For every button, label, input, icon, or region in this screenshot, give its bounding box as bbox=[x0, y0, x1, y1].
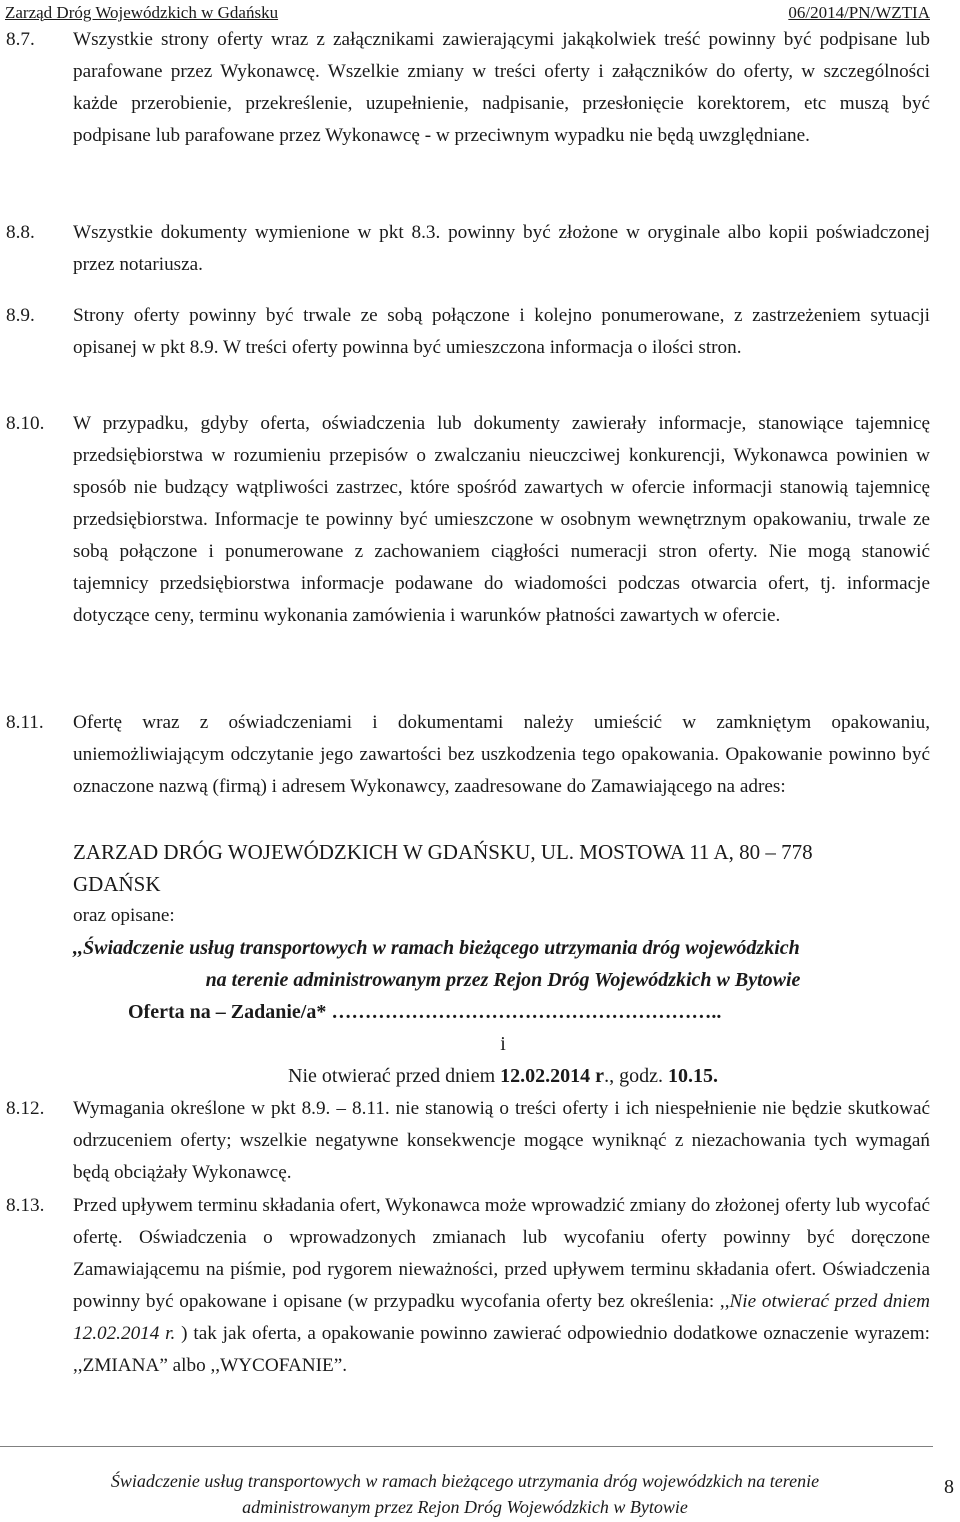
delivery-address bbox=[73, 836, 933, 932]
offer-task-label: Oferta na – Zadanie/a* bbox=[128, 1001, 327, 1023]
section-8-13 bbox=[6, 1190, 930, 1382]
section-text: W przypadku, gdyby oferta, oświadczenia lub dokumenty zawierały informacje, stanowiące tajemnicę przedsiębiorstwa w rozumieniu przepisów o zwalczaniu nieuczciwej konkurencji, Wykonawca powinien w sposób nie budzący wątpliwości zastrzec, które spośród zawartych w ofercie informacji stanowią tajemnicę przedsiębiorstwa. Informacje te powinny być umieszczone w osobnym wewnętrznym opakowaniu, trwale ze sobą połączone i ponumerowane z zachowaniem ciągłości numeracji stron oferty. Nie mogą stanowić tajemnicy przedsiębiorstwa informacje podawane do wiadomości podczas otwarcia ofert, tj. informacje dotyczące ceny, terminu wykonania zamówienia i warunków płatności zawartych w ofercie. bbox=[73, 413, 930, 626]
section-8-7 bbox=[6, 24, 930, 152]
label-title-line: na terenie administrowanym przez Rejon Dróg Wojewódzkich w Bytowie bbox=[205, 969, 801, 991]
address-line: GDAŃSK bbox=[73, 872, 161, 896]
open-prefix: Nie otwierać przed dniem bbox=[288, 1065, 501, 1087]
section-8-9 bbox=[6, 300, 930, 364]
section-text-part: Przed upływem terminu składania ofert, Wykonawca może wprowadzić zmiany do złożonej oferty lub wycofać ofertę. Oświadczenia o wprowadzonych zmianach lub wycofaniu oferty powinny być doręczone Zamawiającemu na piśmie, pod rygorem nieważności, przed upływem terminu składania ofert. Oświadczenia powinny być opakowane i opisane (w przypadku wycofania oferty bez określenia: ,, bbox=[73, 1195, 930, 1312]
footer-divider bbox=[0, 1446, 933, 1447]
section-text: Wymagania określone w pkt 8.9. – 8.11. nie stanowią o treści oferty i ich niespełnienie nie będzie skutkować odrzuceniem oferty; wszelkie negatywne konsekwencje mogące wyniknąć z niezachowania tych wymagań będą obciążały Wykonawcę. bbox=[73, 1098, 930, 1183]
header-reference-number: 06/2014/PN/WZTIA bbox=[788, 3, 930, 22]
section-number: 8.10. bbox=[6, 413, 45, 434]
page-number: 8 bbox=[944, 1476, 954, 1498]
section-number: 8.9. bbox=[6, 305, 35, 326]
section-text: Ofertę wraz z oświadczeniami i dokumentami należy umieścić w zamkniętym opakowaniu, uniemożliwiającym odczytanie jego zawartości bez uszkodzenia tego opakowania. Opakowanie powinno być oznaczone nazwą (firmą) i adresem Wykonawcy, zaadresowane do Zamawiającego na adres: bbox=[73, 712, 930, 797]
address-description-label: oraz opisane: bbox=[73, 905, 175, 926]
section-text: Wszystkie strony oferty wraz z załącznikami zawierającymi jakąkolwiek treść powinny być podpisane lub parafowane przez Wykonawcę. Wszelkie zmiany w treści oferty i załączników do oferty, w szczególności każde przerobienie, przekreślenie, uzupełnienie, nadpisanie, przesłonięcie korektorem, etc muszą być podpisane lub parafowane przez Wykonawcę - w przeciwnym wypadku nie będą uwzględniane. bbox=[73, 29, 930, 146]
header-organization: Zarząd Dróg Wojewódzkich w Gdańsku bbox=[5, 3, 279, 22]
label-conjunction: i bbox=[500, 1033, 506, 1055]
section-number: 8.12. bbox=[6, 1098, 45, 1119]
section-number: 8.13. bbox=[6, 1195, 45, 1216]
footer-line: Świadczenie usług transportowych w ramach bieżącego utrzymania dróg wojewódzkich na terenie bbox=[110, 1471, 820, 1491]
offer-task-dots: ………………………………………………….. bbox=[331, 1001, 722, 1023]
section-number: 8.8. bbox=[6, 222, 35, 243]
section-8-12 bbox=[6, 1093, 930, 1189]
page-header bbox=[0, 0, 960, 26]
open-date: 12.02.2014 r bbox=[500, 1065, 605, 1087]
section-number: 8.7. bbox=[6, 29, 35, 50]
label-open-date-line bbox=[73, 1060, 933, 1092]
envelope-label bbox=[73, 932, 933, 1092]
address-line: ZARZAD DRÓG WOJEWÓDZKICH W GDAŃSKU, UL. MOSTOWA 11 A, 80 – 778 bbox=[73, 840, 813, 864]
section-8-8 bbox=[6, 217, 930, 281]
section-text-italic: Nie otwierać przed dniem 12.02.2014 r. bbox=[73, 1291, 930, 1344]
page-footer bbox=[60, 1468, 870, 1520]
section-text: Strony oferty powinny być trwale ze sobą połączone i kolejno ponumerowane, z zastrzeżeniem sytuacji opisanej w pkt 8.9. W treści oferty powinna być umieszczona informacja o ilości stron. bbox=[73, 305, 930, 358]
section-8-11 bbox=[6, 707, 930, 803]
section-number: 8.11. bbox=[6, 712, 44, 733]
section-text-part: ) tak jak oferta, a opakowanie powinno zawierać odpowiednio dodatkowe oznaczenie wyrazem: ,,ZMIANA” albo ,,WYCOFANIE”. bbox=[73, 1323, 931, 1376]
open-mid: ., godz. bbox=[604, 1065, 668, 1087]
label-title-line: ,,Świadczenie usług transportowych w ramach bieżącego utrzymania dróg wojewódzkich bbox=[73, 937, 800, 959]
label-offer-line bbox=[73, 996, 933, 1028]
section-text bbox=[73, 1190, 930, 1382]
open-time: 10.15. bbox=[667, 1065, 718, 1087]
footer-line: administrowanym przez Rejon Dróg Wojewódzkich w Bytowie bbox=[242, 1497, 688, 1517]
section-8-10 bbox=[6, 408, 930, 632]
section-text: Wszystkie dokumenty wymienione w pkt 8.3. powinny być złożone w oryginale albo kopii poświadczonej przez notariusza. bbox=[73, 222, 930, 275]
